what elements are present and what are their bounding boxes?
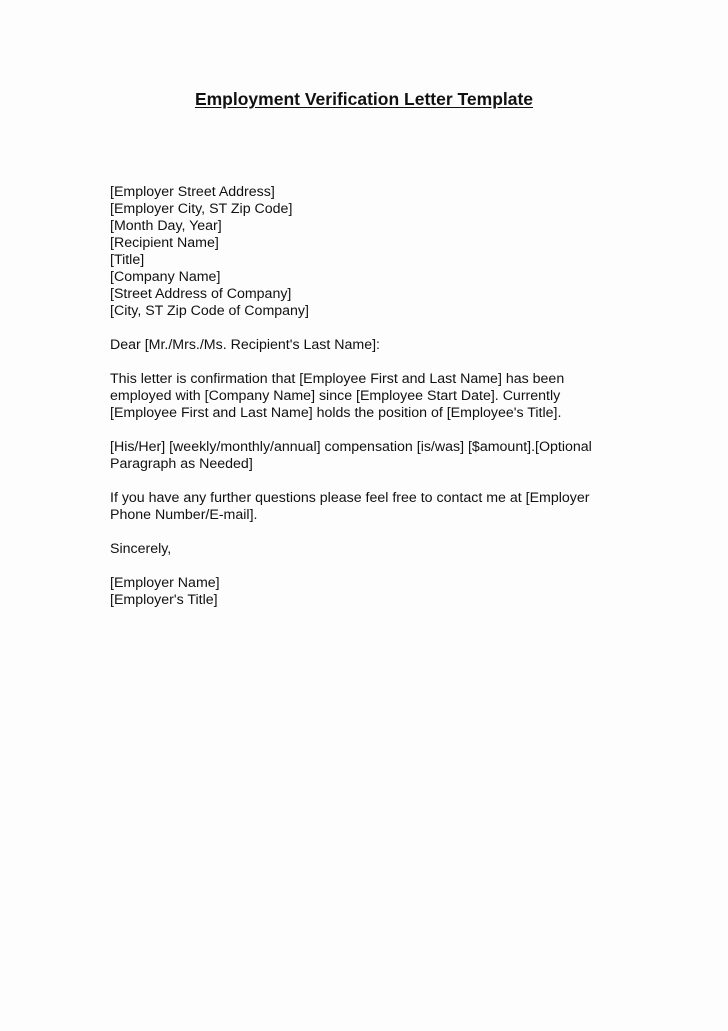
salutation: [110, 337, 630, 354]
paragraph-line: [Employee First and Last Name] holds the position of [Employee's Title].: [110, 405, 562, 421]
paragraph-line: employed with [Company Name] since [Employee Start Date]. Currently: [110, 388, 561, 404]
closing: [110, 541, 630, 558]
paragraph-line: [His/Her] [weekly/monthly/annual] compensation [is/was] [$amount].[Optional: [110, 439, 592, 455]
address-line: [Company Name]: [110, 269, 221, 285]
address-line: [Employer Street Address]: [110, 184, 275, 200]
address-block: [110, 184, 630, 320]
address-line: [Street Address of Company]: [110, 286, 292, 302]
address-line: [Title]: [110, 252, 145, 268]
paragraph-confirmation: [110, 371, 630, 422]
paragraph-line: Paragraph as Needed]: [110, 456, 253, 472]
paragraph-contact: [110, 490, 630, 524]
letter-body: [110, 184, 630, 626]
address-line: [Month Day, Year]: [110, 218, 222, 234]
address-line: [City, ST Zip Code of Company]: [110, 303, 309, 319]
closing-text: Sincerely,: [110, 541, 172, 557]
address-line: [Recipient Name]: [110, 235, 219, 251]
salutation-text: Dear [Mr./Mrs./Ms. Recipient's Last Name]:: [110, 337, 380, 353]
signature-line: [Employer's Title]: [110, 592, 218, 608]
page-title: Employment Verification Letter Template: [194, 89, 534, 109]
signature-line: [Employer Name]: [110, 575, 220, 591]
signature-block: [110, 575, 630, 609]
address-line: [Employer City, ST Zip Code]: [110, 201, 293, 217]
paragraph-compensation: [110, 439, 630, 473]
paragraph-line: If you have any further questions please feel free to contact me at [Employer: [110, 490, 590, 506]
paragraph-line: Phone Number/E-mail].: [110, 507, 258, 523]
paragraph-line: This letter is confirmation that [Employee First and Last Name] has been: [110, 371, 565, 387]
